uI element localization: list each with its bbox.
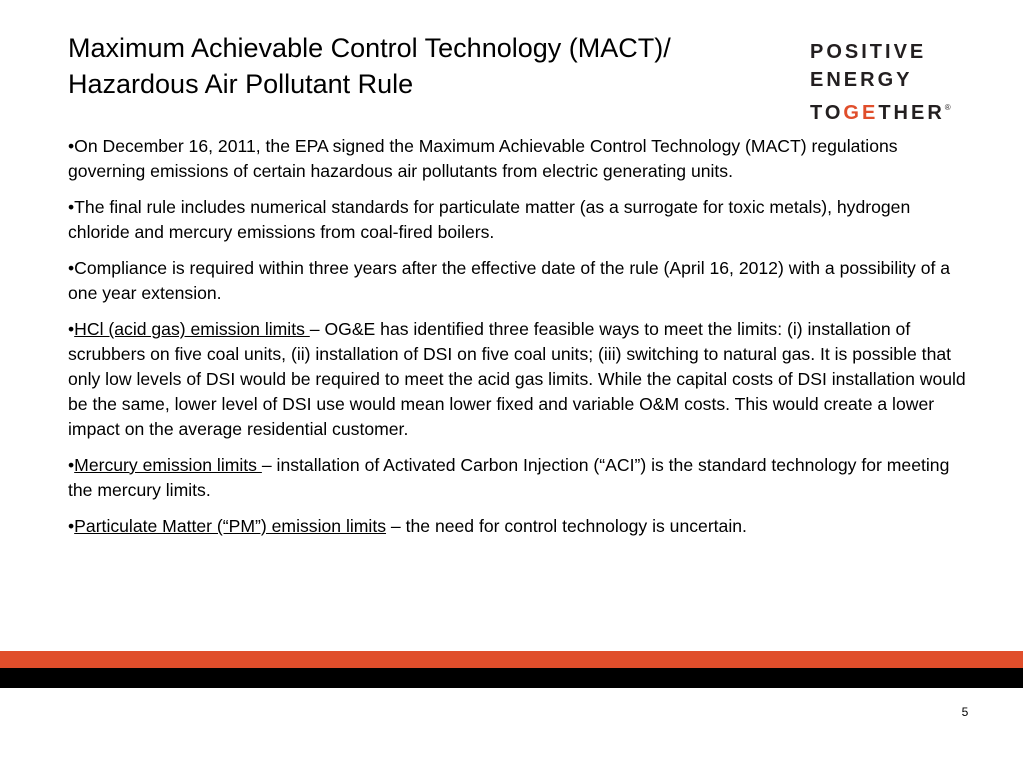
mercury-emission-limits-link[interactable]: Mercury emission limits [74, 455, 262, 475]
slide-body [68, 134, 968, 550]
logo-together-part-b: THER [878, 102, 945, 124]
page-number: 5 [961, 705, 969, 719]
mercury-limits-description: – installation of Activated Carbon Injection (“ACI”) is the standard technology for meeting the mercury limits. [68, 455, 950, 500]
slide-title [68, 30, 788, 102]
logo-together-part-a: TO [810, 102, 844, 124]
slide-title-line-1: Maximum Achievable Control Technology (MACT)/ [68, 33, 671, 63]
pm-emission-limits-link[interactable]: Particulate Matter (“PM”) emission limits [74, 516, 387, 536]
pm-limits-description: – the need for control technology is uncertain. [386, 516, 747, 536]
logo-line-positive: POSITIVE [810, 41, 927, 63]
bullet-hcl-limits [68, 317, 968, 442]
bullet-marker: • [68, 319, 75, 339]
footer-orange-band [0, 651, 1023, 668]
bullet-mercury-limits [68, 453, 968, 503]
bullet-marker: • [68, 516, 75, 536]
footer-black-band [0, 668, 1023, 688]
bullet-epa-signed: •On December 16, 2011, the EPA signed the Maximum Achievable Control Technology (MACT) regulations governing emissions of certain hazardous air pollutants from electric generating units. [68, 136, 898, 181]
slide-title-line-2: Hazardous Air Pollutant Rule [68, 69, 414, 99]
bullet-compliance: •Compliance is required within three years after the effective date of the rule (April 16, 2012) with a possibility of a one year extension. [68, 258, 951, 303]
bullet-marker: • [68, 455, 75, 475]
positive-energy-together-logo [810, 38, 960, 127]
logo-line-energy: ENERGY [810, 69, 913, 91]
logo-line-together [810, 94, 960, 127]
hcl-limits-description: – OG&E has identified three feasible ways to meet the limits: (i) installation of scrubbers on five coal units, (ii) installation of DSI on five coal units; (iii) switching to natural gas. It is possible that only low levels of DSI would be required to meet the acid gas limits. While the capital costs of DSI installation would be the same, lower level of DSI use would mean lower fixed and variable O&M costs. This would create a lower impact on the average residential customer. [68, 319, 966, 439]
registered-mark: ® [944, 103, 951, 112]
hcl-emission-limits-link[interactable]: HCl (acid gas) emission limits [74, 319, 310, 339]
bullet-pm-limits [68, 514, 968, 539]
bullet-final-rule: •The final rule includes numerical standards for particulate matter (as a surrogate for toxic metals), hydrogen chloride and mercury emissions from coal-fired boilers. [68, 197, 911, 242]
logo-together-accent: GE [843, 102, 879, 124]
